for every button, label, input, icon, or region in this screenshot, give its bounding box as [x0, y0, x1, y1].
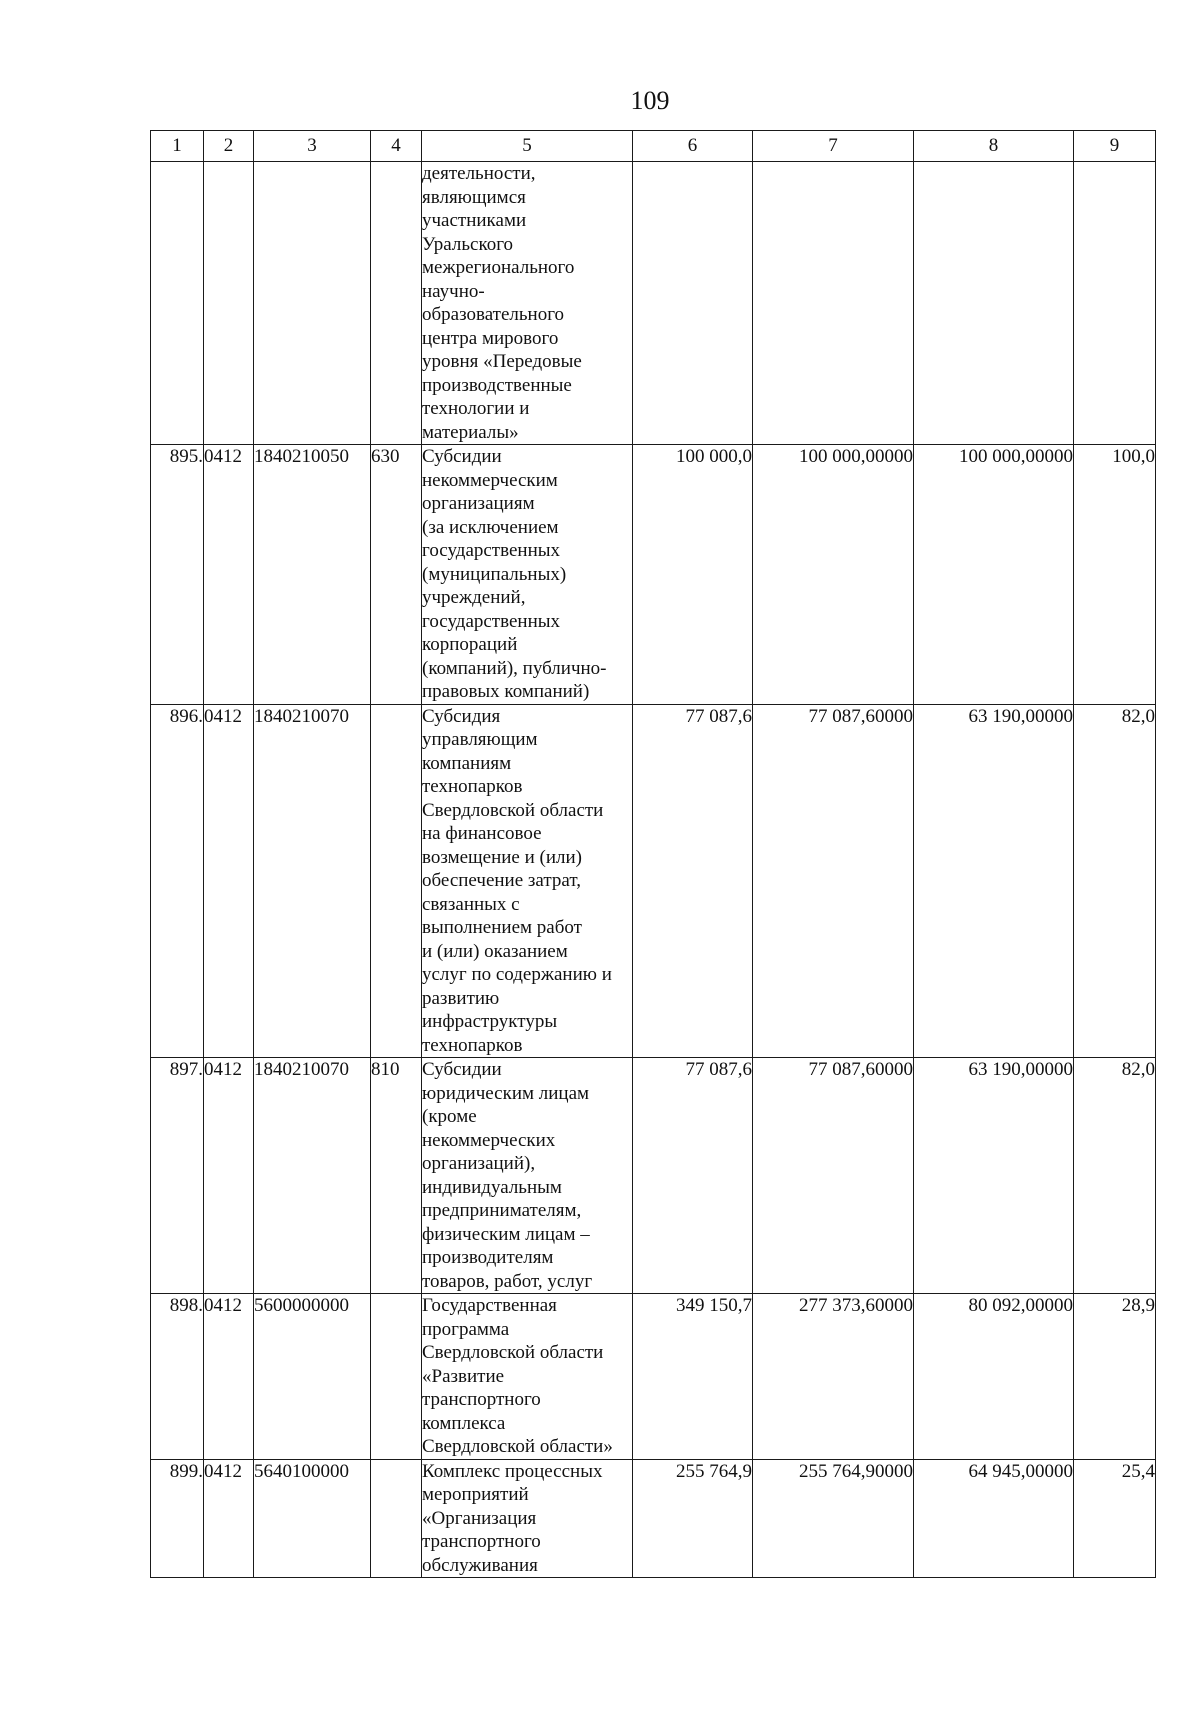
- section-code: [204, 162, 254, 445]
- header-col-6: 6: [633, 131, 753, 162]
- section-code: 0412: [204, 1058, 254, 1294]
- target-code: 1840210070: [254, 1058, 371, 1294]
- table-row: [151, 704, 1156, 1058]
- section-code: 0412: [204, 1294, 254, 1460]
- header-col-9: 9: [1074, 131, 1156, 162]
- row-number: [151, 162, 204, 445]
- row-number: 898.: [151, 1294, 204, 1460]
- section-code: 0412: [204, 704, 254, 1058]
- executed-amount: 100 000,00000: [914, 445, 1074, 705]
- approved-amount: 100 000,00000: [753, 445, 914, 705]
- approved-amount: 77 087,60000: [753, 1058, 914, 1294]
- approved-amount: [753, 162, 914, 445]
- section-code: 0412: [204, 445, 254, 705]
- header-col-4: 4: [371, 131, 422, 162]
- planned-amount: [633, 162, 753, 445]
- budget-table: [150, 130, 1156, 1578]
- execution-percent: 28,9: [1074, 1294, 1156, 1460]
- header-col-5: 5: [422, 131, 633, 162]
- executed-amount: 64 945,00000: [914, 1459, 1074, 1578]
- expense-type-code: [371, 1294, 422, 1460]
- item-name: Комплекс процессных мероприятий «Организация транспортного обслуживания: [422, 1460, 603, 1576]
- table-header-row: [151, 131, 1156, 162]
- approved-amount: 77 087,60000: [753, 704, 914, 1058]
- item-name: Субсидии юридическим лицам (кроме некоммерческих организаций), индивидуальным предпринимателям, физическим лицам – производителям товаров, работ, услуг: [422, 1059, 593, 1292]
- execution-percent: 82,0: [1074, 704, 1156, 1058]
- section-code: 0412: [204, 1459, 254, 1578]
- item-name: Государственная программа Свердловской области «Развитие транспортного комплекса Свердловской области»: [422, 1295, 613, 1457]
- header-col-2: 2: [204, 131, 254, 162]
- target-code: 5600000000: [254, 1294, 371, 1460]
- execution-percent: 82,0: [1074, 1058, 1156, 1294]
- target-code: 1840210070: [254, 704, 371, 1058]
- expense-type-code: 630: [371, 445, 422, 705]
- executed-amount: 63 190,00000: [914, 1058, 1074, 1294]
- item-name: деятельности, являющимся участниками Уральского межрегионального научно- образовательного центра мирового уровня «Передовые производственные технологии и материалы»: [422, 163, 582, 443]
- expense-type-code: 810: [371, 1058, 422, 1294]
- expense-type-code: [371, 1459, 422, 1578]
- table-row: [151, 1294, 1156, 1460]
- row-number: 897.: [151, 1058, 204, 1294]
- execution-percent: [1074, 162, 1156, 445]
- target-code: 5640100000: [254, 1459, 371, 1578]
- planned-amount: 100 000,0: [633, 445, 753, 705]
- approved-amount: 277 373,60000: [753, 1294, 914, 1460]
- expense-type-code: [371, 704, 422, 1058]
- header-col-7: 7: [753, 131, 914, 162]
- header-col-1: 1: [151, 131, 204, 162]
- executed-amount: 63 190,00000: [914, 704, 1074, 1058]
- table-row: [151, 445, 1156, 705]
- page-number: 109: [630, 86, 670, 115]
- target-code: 1840210050: [254, 445, 371, 705]
- execution-percent: 25,4: [1074, 1459, 1156, 1578]
- planned-amount: 77 087,6: [633, 1058, 753, 1294]
- executed-amount: 80 092,00000: [914, 1294, 1074, 1460]
- row-number: 895.: [151, 445, 204, 705]
- planned-amount: 255 764,9: [633, 1459, 753, 1578]
- table-row: [151, 1459, 1156, 1578]
- target-code: [254, 162, 371, 445]
- executed-amount: [914, 162, 1074, 445]
- item-name: Субсидии некоммерческим организациям (за исключением государственных (муниципальных) учреждений, государственных корпораций (компаний), публично- правовых компаний): [422, 446, 607, 702]
- row-number: 896.: [151, 704, 204, 1058]
- approved-amount: 255 764,90000: [753, 1459, 914, 1578]
- row-number: 899.: [151, 1459, 204, 1578]
- table-row: [151, 162, 1156, 445]
- execution-percent: 100,0: [1074, 445, 1156, 705]
- expense-type-code: [371, 162, 422, 445]
- header-col-3: 3: [254, 131, 371, 162]
- header-col-8: 8: [914, 131, 1074, 162]
- table-row: [151, 1058, 1156, 1294]
- item-name: Субсидия управляющим компаниям технопарков Свердловской области на финансовое возмещение и (или) обеспечение затрат, связанных с выполнением работ и (или) оказанием услуг по содержанию и развитию инфраструктуры технопарков: [422, 705, 612, 1056]
- planned-amount: 349 150,7: [633, 1294, 753, 1460]
- planned-amount: 77 087,6: [633, 704, 753, 1058]
